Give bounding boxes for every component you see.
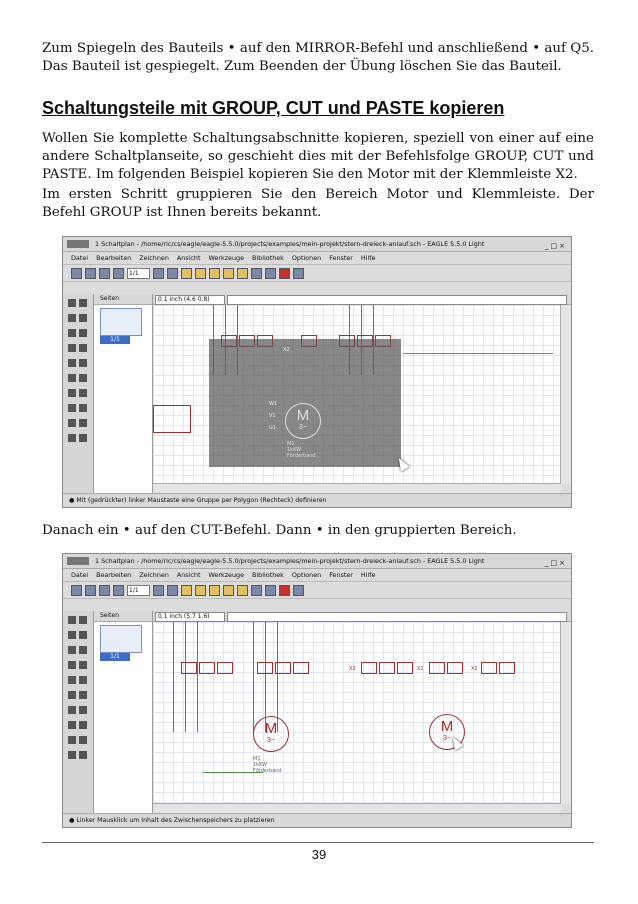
terminal-label: X2: [417, 666, 424, 672]
print-icon[interactable]: [99, 585, 110, 596]
menu-item[interactable]: Hilfe: [360, 254, 376, 262]
page-number: 39: [311, 847, 327, 862]
cut-icon[interactable]: [79, 691, 87, 699]
display-icon[interactable]: [68, 631, 76, 639]
paste-icon[interactable]: [68, 706, 76, 714]
coordinate-bar: [153, 611, 571, 622]
body-paragraph-1: Wollen Sie komplette Schaltungsabschnitte kopieren, speziell von einer auf eine andere Schaltplanseite, so geschieht dies mit der Befehlsfolge GROUP, CUT und PASTE. Im folgenden Beispiel kopieren Sie den Motor mit der Klemmleiste X2.: [42, 131, 594, 182]
pages-panel: [94, 294, 153, 494]
sheet-select[interactable]: 1/1: [127, 268, 150, 279]
motor-symbol[interactable]: [285, 403, 321, 439]
menu-item[interactable]: Ansicht: [176, 254, 201, 262]
paste-icon[interactable]: [68, 389, 76, 397]
menu-item[interactable]: Werkzeuge: [208, 254, 245, 262]
mirror-icon[interactable]: [68, 676, 76, 684]
coordinate-bar: [153, 294, 571, 305]
show-icon[interactable]: [79, 616, 87, 624]
pages-header: Seiten: [94, 294, 152, 305]
window-titlebar[interactable]: [63, 237, 571, 252]
open-icon[interactable]: [71, 268, 82, 279]
save-icon[interactable]: [85, 585, 96, 596]
info-icon[interactable]: [68, 616, 76, 624]
menu-item[interactable]: Fenster: [329, 571, 353, 579]
footer-rule: [42, 842, 594, 843]
zoom-redraw-icon[interactable]: [223, 268, 234, 279]
redo-icon[interactable]: [265, 585, 276, 596]
text-icon[interactable]: [79, 434, 87, 442]
group-icon[interactable]: [68, 661, 76, 669]
mouse-cursor-icon: [394, 455, 409, 471]
add-icon[interactable]: [79, 706, 87, 714]
delete-icon[interactable]: [68, 691, 76, 699]
command-toolbar: [63, 611, 94, 814]
coordinate-display: 0.1 inch (4.6 0.8): [155, 295, 225, 305]
command-input[interactable]: [227, 295, 567, 305]
page-number-label[interactable]: 1/1: [100, 336, 130, 344]
toolbar: [63, 264, 571, 282]
menu-item[interactable]: Hilfe: [360, 571, 376, 579]
vertical-scrollbar[interactable]: [560, 622, 571, 804]
page-number-label[interactable]: 1/1: [100, 653, 130, 661]
terminal-label: X2: [471, 666, 478, 672]
undo-icon[interactable]: [251, 585, 262, 596]
mirror-icon[interactable]: [68, 359, 76, 367]
command-input[interactable]: [227, 612, 567, 622]
schematic-canvas[interactable]: [153, 622, 561, 804]
zoom-select-icon[interactable]: [237, 585, 248, 596]
value-icon[interactable]: [79, 404, 87, 412]
menu-item[interactable]: Zeichnen: [139, 254, 169, 262]
move-icon[interactable]: [68, 646, 76, 654]
wire-label: U1: [269, 425, 276, 431]
show-icon[interactable]: [79, 299, 87, 307]
menu-item[interactable]: Datei: [71, 571, 89, 579]
page-thumbnail[interactable]: [100, 308, 142, 336]
wire-icon[interactable]: [68, 751, 76, 759]
motor-letter: M: [440, 718, 454, 735]
copy-icon[interactable]: [79, 646, 87, 654]
status-bar: ● Mit (gedrückter) linker Maustaste eine Gruppe per Polygon (Rechteck) definieren: [63, 493, 571, 507]
menu-item[interactable]: Zeichnen: [139, 571, 169, 579]
pages-header: Seiten: [94, 611, 152, 622]
menu-item[interactable]: Werkzeuge: [208, 571, 245, 579]
part-name: M1: [287, 441, 295, 447]
menu-item[interactable]: Datei: [71, 254, 89, 262]
mark-icon[interactable]: [79, 631, 87, 639]
bend-icon[interactable]: [79, 736, 87, 744]
status-bar: ● Linker Mausklick um Inhalt des Zwischenspeichers zu platzieren: [63, 813, 571, 827]
zoom-fit-icon[interactable]: [181, 585, 192, 596]
stop-icon[interactable]: [279, 585, 290, 596]
menu-item[interactable]: Bibliothek: [252, 254, 284, 262]
menu-item[interactable]: Ansicht: [176, 571, 201, 579]
zoom-out-icon[interactable]: [209, 268, 220, 279]
menu-item[interactable]: Optionen: [291, 571, 322, 579]
print-icon[interactable]: [99, 268, 110, 279]
open-icon[interactable]: [71, 585, 82, 596]
info-icon[interactable]: [68, 299, 76, 307]
eagle-screenshot-group: [62, 236, 572, 508]
add-icon[interactable]: [79, 389, 87, 397]
stop-icon[interactable]: [279, 268, 290, 279]
body-paragraph-2: Im ersten Schritt gruppieren Sie den Bereich Motor und Klemmleiste. Der Befehl GROUP ist Ihnen bereits bekannt.: [42, 187, 594, 220]
pages-panel: [94, 611, 153, 814]
window-menu-icon[interactable]: [67, 240, 89, 248]
work-area: [63, 294, 571, 494]
undo-icon[interactable]: [251, 268, 262, 279]
copy-icon[interactable]: [79, 329, 87, 337]
script-icon[interactable]: [153, 585, 164, 596]
rotate-icon[interactable]: [79, 359, 87, 367]
script-icon[interactable]: [153, 268, 164, 279]
wire-icon[interactable]: [68, 434, 76, 442]
window-controls-icon[interactable]: _□×: [545, 559, 567, 567]
menu-bar: [63, 252, 571, 264]
window-menu-icon[interactable]: [67, 557, 89, 565]
go-icon[interactable]: [293, 585, 304, 596]
eagle-screenshot-paste: [62, 553, 572, 828]
coordinate-display: 0.1 inch (5.7 1.6): [155, 612, 225, 622]
zoom-fit-icon[interactable]: [181, 268, 192, 279]
move-icon[interactable]: [68, 329, 76, 337]
zoom-in-icon[interactable]: [195, 585, 206, 596]
split-icon[interactable]: [68, 736, 76, 744]
motor-phase: 3~: [443, 735, 451, 742]
terminal-label: X2: [349, 666, 356, 672]
motor-letter: M: [296, 407, 310, 424]
part-description: Förderband: [253, 768, 282, 774]
zoom-in-icon[interactable]: [195, 268, 206, 279]
menu-item[interactable]: Bearbeiten: [96, 571, 132, 579]
name-icon[interactable]: [68, 721, 76, 729]
terminal-label: X2: [283, 347, 290, 353]
bend-icon[interactable]: [79, 419, 87, 427]
page-thumbnail[interactable]: [100, 625, 142, 653]
cam-icon[interactable]: [113, 268, 124, 279]
section-heading: Schaltungsteile mit GROUP, CUT und PASTE kopieren: [42, 98, 505, 118]
window-title: 1 Schaltplan - /home/ric/cs/eagle/eagle-5.5.0/projects/examples/mein-projekt/stern-dreieck-anlauf.sch - EAGLE 5.5.0 Light: [95, 557, 485, 565]
cut-icon[interactable]: [79, 374, 87, 382]
menu-item[interactable]: Optionen: [291, 254, 322, 262]
window-controls-icon[interactable]: _□×: [545, 242, 567, 250]
wire-label: W1: [269, 401, 278, 407]
display-icon[interactable]: [68, 314, 76, 322]
intro-paragraph: Zum Spiegeln des Bauteils • auf den MIRROR-Befehl und anschließend • auf Q5. Das Bauteil ist gespiegelt. Zum Beenden der Übung löschen Sie das Bauteil.: [42, 41, 594, 74]
work-area: [63, 611, 571, 814]
window-titlebar[interactable]: [63, 554, 571, 569]
zoom-redraw-icon[interactable]: [223, 585, 234, 596]
run-icon[interactable]: [167, 585, 178, 596]
group-icon[interactable]: [68, 344, 76, 352]
command-toolbar: [63, 294, 94, 494]
value-icon[interactable]: [79, 721, 87, 729]
menu-bar: [63, 569, 571, 581]
save-icon[interactable]: [85, 268, 96, 279]
motor-letter: M: [264, 720, 278, 737]
menu-item[interactable]: Bearbeiten: [96, 254, 132, 262]
motor-phase: 3~: [267, 737, 275, 744]
name-icon[interactable]: [68, 404, 76, 412]
go-icon[interactable]: [293, 268, 304, 279]
part-name: M1: [253, 756, 261, 762]
wire-label: V1: [269, 413, 276, 419]
rotate-icon[interactable]: [79, 676, 87, 684]
body-paragraph-3: Danach ein • auf den CUT-Befehl. Dann • in den gruppierten Bereich.: [42, 523, 517, 538]
cam-icon[interactable]: [113, 585, 124, 596]
motor-phase: 3~: [299, 424, 307, 431]
part-value: 1kKW: [287, 447, 302, 453]
sheet-select[interactable]: 1/1: [127, 585, 150, 596]
vertical-scrollbar[interactable]: [560, 305, 571, 484]
menu-item[interactable]: Bibliothek: [252, 571, 284, 579]
part-value: 1kKW: [253, 762, 268, 768]
schematic-canvas[interactable]: [153, 305, 561, 484]
run-icon[interactable]: [167, 268, 178, 279]
zoom-select-icon[interactable]: [237, 268, 248, 279]
motor-symbol[interactable]: [253, 716, 289, 752]
menu-item[interactable]: Fenster: [329, 254, 353, 262]
text-icon[interactable]: [79, 751, 87, 759]
redo-icon[interactable]: [265, 268, 276, 279]
split-icon[interactable]: [68, 419, 76, 427]
mark-icon[interactable]: [79, 314, 87, 322]
change-icon[interactable]: [79, 661, 87, 669]
window-title: 1 Schaltplan - /home/ric/cs/eagle/eagle-5.5.0/projects/examples/mein-projekt/stern-dreieck-anlauf.sch - EAGLE 5.5.0 Light: [95, 240, 485, 248]
change-icon[interactable]: [79, 344, 87, 352]
part-description: Förderband: [287, 453, 316, 459]
toolbar: [63, 581, 571, 599]
zoom-out-icon[interactable]: [209, 585, 220, 596]
delete-icon[interactable]: [68, 374, 76, 382]
